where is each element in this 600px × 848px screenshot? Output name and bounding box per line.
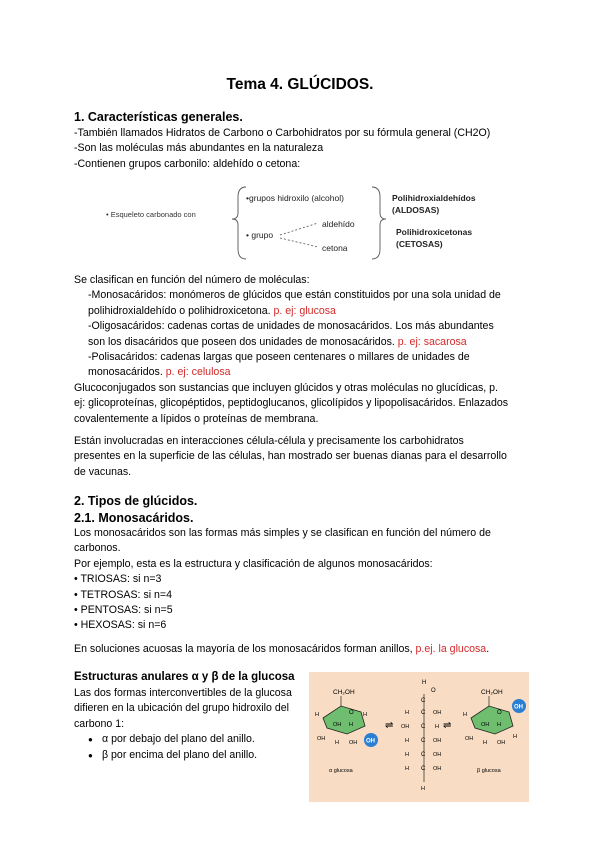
right-brace	[372, 187, 386, 259]
beta-label: β glucosa	[477, 768, 501, 774]
c-label: C	[421, 698, 426, 704]
aldoses-label: Polihidroxialdehídos	[392, 193, 476, 203]
example-sacarosa: p. ej: sacarosa	[397, 335, 467, 348]
glucose-structures-figure	[309, 672, 529, 802]
section-1-text	[74, 126, 526, 172]
oh-label: OH	[333, 722, 342, 728]
ketoses-label-2: (CETOSAS)	[396, 239, 443, 249]
oh-label: OH	[481, 722, 490, 728]
list-item: • HEXOSAS: si n=6	[74, 619, 167, 632]
ketoses-label: Polihidroxicetonas	[396, 227, 473, 237]
beta-oh-text: OH	[514, 704, 523, 711]
o-label: O	[431, 688, 436, 694]
text-line: difieren en la ubicación del grupo hidroxilo del	[74, 702, 289, 715]
text-line	[74, 335, 526, 350]
text-line: -Polisacáridos: cadenas largas que poseen centenares o millares de unidades de	[88, 351, 470, 364]
h-label: H	[513, 734, 517, 740]
h-label: H	[349, 722, 353, 728]
alpha-label: α glucosa	[329, 768, 353, 774]
alpha-oh-text: OH	[366, 738, 375, 745]
text-line: covalentemente a lípidos o proteínas de membrana.	[74, 412, 319, 425]
ring-oxygen: O	[349, 710, 354, 716]
section-1-heading: 1. Características generales.	[74, 110, 243, 124]
text-line: carbono 1:	[74, 717, 125, 730]
text-line: -Contienen grupos carbonilo: aldehído o cetona:	[74, 157, 301, 170]
aldehyde-label: aldehído	[322, 219, 355, 229]
ketone-connector	[280, 238, 318, 247]
equilibrium-arrows-right: ⇌	[443, 720, 452, 731]
h-label: H	[435, 724, 439, 730]
aldehyde-connector	[280, 223, 318, 235]
oh-label: OH	[433, 766, 442, 772]
text-span: son los disacáridos que poseen dos unidades de monosacáridos.	[88, 335, 398, 348]
oh-label: OH	[317, 736, 326, 742]
text-line: Glucoconjugados son sustancias que incluyen glúcidos y otras moléculas no glucídicas, p.	[74, 381, 498, 394]
text-line: Se clasifican en función del número de moléculas:	[74, 274, 310, 286]
h-label: H	[422, 680, 427, 686]
list-item: • PENTOSAS: si n=5	[74, 604, 173, 617]
anular-text	[74, 686, 314, 763]
ketone-label: cetona	[322, 243, 348, 253]
list-item: ● α por debajo del plano del anillo.	[102, 732, 314, 747]
text-line: -Monosacáridos: monómeros de glúcidos que están constituidos por una sola unidad de	[88, 289, 501, 302]
list-item: ● β por encima del plano del anillo.	[102, 748, 314, 763]
h-label: H	[315, 712, 319, 718]
h-label: H	[405, 766, 409, 772]
section-2-1-heading: 2.1. Monosacáridos.	[74, 511, 194, 525]
c-label: C	[421, 724, 426, 730]
ch2oh-label: CH₂OH	[333, 689, 355, 696]
oh-label: OH	[433, 738, 442, 744]
text-line: Están involucradas en interacciones célula-célula y precisamente los carbohidratos	[74, 435, 464, 447]
text-span: En soluciones acuosas la mayoría de los monosacáridos forman anillos,	[74, 643, 416, 655]
text-span: polihidroxialdehído o polihidroxicetona.	[88, 304, 274, 317]
text-line: Las dos formas interconvertibles de la glucosa	[74, 687, 292, 699]
text-line	[74, 304, 526, 319]
h-label: H	[335, 740, 339, 746]
hydroxyl-label: •grupos hidroxilo (alcohol)	[246, 193, 344, 203]
text-line: carbonos.	[74, 542, 121, 555]
text-line: presentes en la superficie de las células, han mostrado ser buenas dianas para el desarrollo	[74, 450, 507, 463]
h-label: H	[463, 712, 467, 718]
h-label: H	[405, 738, 409, 744]
oh-label: OH	[349, 740, 358, 746]
text-line: -Oligosacáridos: cadenas cortas de unidades de monosacáridos. Los más abundantes	[88, 320, 494, 333]
interactions-text	[74, 434, 526, 480]
skeleton-label: • Esqueleto carbonado con	[106, 210, 196, 219]
rings-text	[74, 642, 544, 657]
anular-bullets	[74, 732, 314, 763]
oh-label: OH	[465, 736, 474, 742]
section-2-heading: 2. Tipos de glúcidos.	[74, 494, 198, 508]
h-label: H	[421, 786, 425, 792]
anular-heading: Estructuras anulares α y β de la glucosa	[74, 671, 295, 683]
text-line: ej: glicoproteínas, glicopéptidos, peptidoglucanos, glicolípidos y lipopolisacáridos. Enlazados	[74, 397, 509, 410]
oh-label: OH	[433, 752, 442, 758]
carbonyl-diagram	[100, 183, 520, 263]
text-line: Por ejemplo, esta es la estructura y clasificación de algunos monosacáridos:	[74, 557, 433, 570]
text-line: Los monosacáridos son las formas más simples y se clasifican en función del número de	[74, 527, 491, 539]
left-brace	[232, 187, 246, 259]
text-line: -También llamados Hidratos de Carbono o Carbohidratos por su fórmula general (CH2O)	[74, 127, 491, 139]
c-label: C	[421, 710, 426, 716]
list-item: • TRIOSAS: si n=3	[74, 573, 162, 586]
c-label: C	[421, 738, 426, 744]
h-label: H	[405, 752, 409, 758]
group-label: • grupo	[246, 230, 274, 240]
text-line: -Son las moléculas más abundantes en la naturaleza	[74, 142, 324, 155]
text-span: .	[486, 643, 490, 655]
example-ring-glucosa: p.ej. la glucosa	[415, 643, 487, 655]
oh-label: OH	[497, 740, 506, 746]
ch2oh-label: CH₂OH	[481, 689, 503, 696]
equilibrium-arrows-left: ⇌	[385, 720, 394, 731]
h-label: H	[497, 722, 501, 728]
oh-label: OH	[401, 724, 410, 730]
h-label: H	[405, 710, 409, 716]
text-line	[74, 365, 526, 380]
example-glucosa: p. ej: glucosa	[273, 304, 336, 317]
c-label: C	[421, 766, 426, 772]
c-label: C	[421, 752, 426, 758]
classification-text	[74, 273, 526, 427]
page-title: Tema 4. GLÚCIDOS.	[226, 76, 374, 93]
example-celulosa: p. ej: celulosa	[165, 366, 231, 379]
text-line: de vacunas.	[74, 465, 132, 478]
monosaccharides-text	[74, 526, 526, 634]
h-label: H	[363, 712, 367, 718]
text-span: monosacáridos.	[88, 366, 166, 379]
ring-oxygen: O	[497, 710, 502, 716]
oh-label: OH	[433, 710, 442, 716]
h-label: H	[483, 740, 487, 746]
list-item: • TETROSAS: si n=4	[74, 588, 173, 601]
aldoses-label-2: (ALDOSAS)	[392, 205, 440, 215]
